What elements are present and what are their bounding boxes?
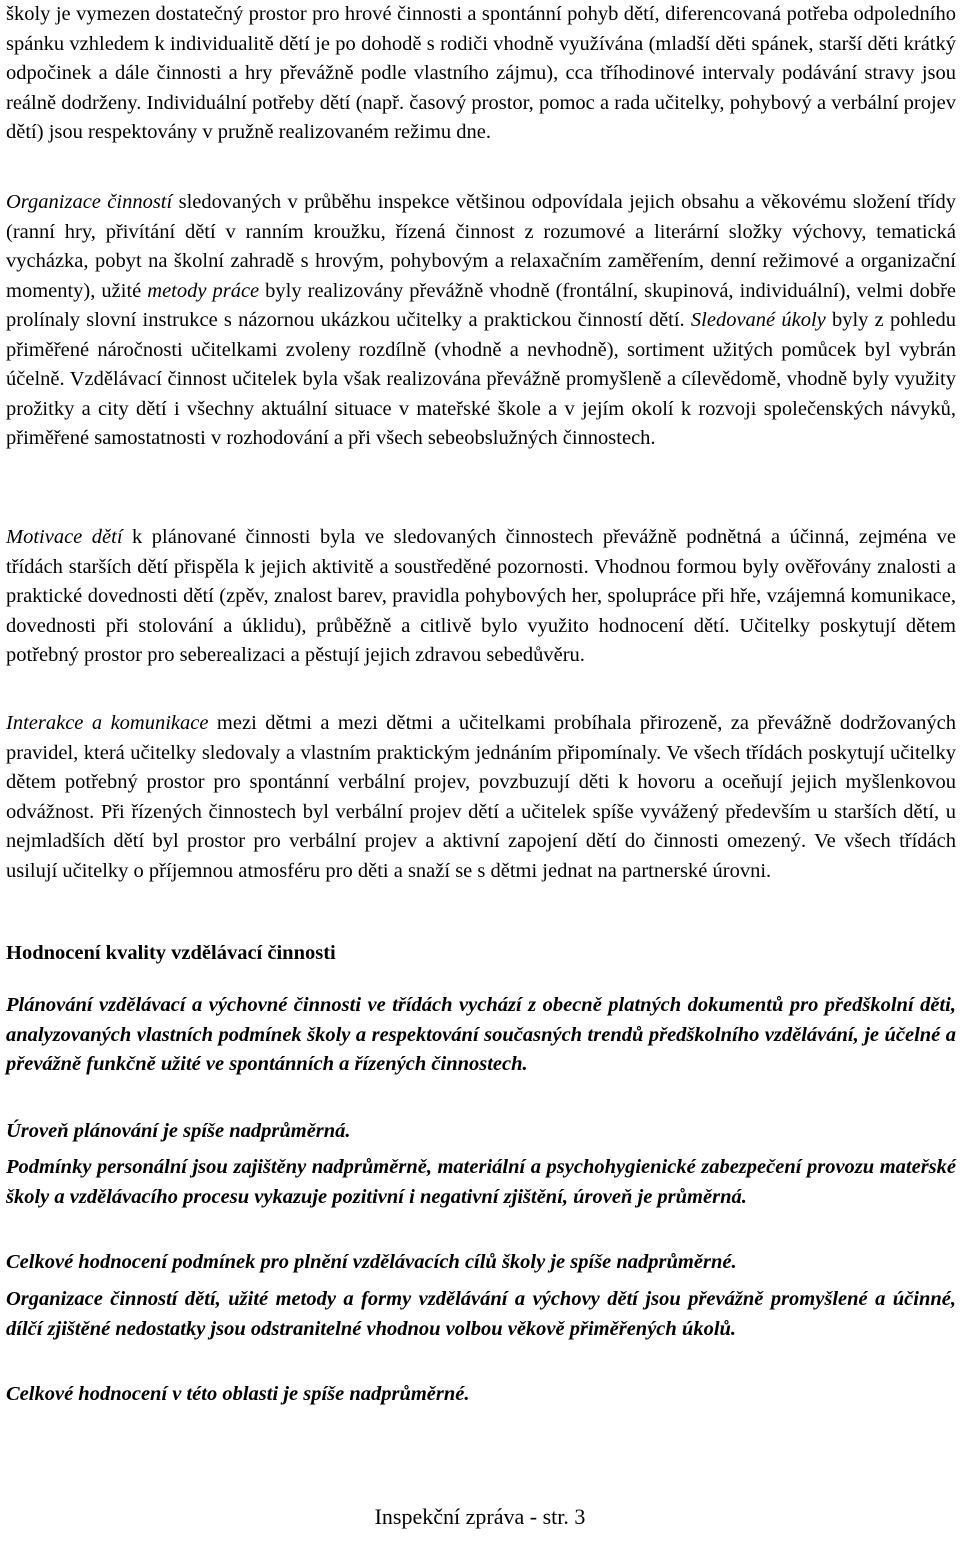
paragraph-text: sledovaných v průběhu inspekce většinou odpovídala jejich obsahu a věkovému složení třídy (ranní hry, přivítání dětí v ranním kroužku, řízená činnost z rozumové a literární složky výchovy, tematická vycházka, pobyt na školní zahradě s hrovým, pohybovým a relaxačním zaměřením, denní režimové a organizační momenty), užité xyxy=(6,191,956,302)
term-sledovane-ukoly: Sledované úkoly xyxy=(690,309,826,331)
page-footer xyxy=(0,1504,960,1530)
term-interakce-komunikace: Interakce a komunikace xyxy=(6,712,209,734)
term-metody-prace: metody práce xyxy=(147,279,260,302)
evaluation-planning-level: Úroveň plánování je spíše nadprůměrná. xyxy=(6,1120,351,1142)
paragraph-motivation xyxy=(6,523,956,671)
paragraph-interaction xyxy=(6,709,956,886)
evaluation-organization: Organizace činností dětí, užité metody a formy vzdělávání a výchovy dětí jsou převážně promyšlené a účinné, dílčí zjištěné nedostatky jsou odstranitelné vhodnou volbou věkově přiměřených úkolů. xyxy=(6,1288,956,1340)
paragraph-text: byly z pohledu přiměřené náročnosti učitelkami zvoleny rozdílně (vhodně a nevhodně), sortiment užitých pomůcek byl vybrán účelně. Vzdělávací činnost učitelek byla však realizována převážně promyšleně a cílevědomě, vhodně byly využity prožitky a city dětí i všechny aktuální situace v mateřské škole a v jejím okolí k rozvoji společenských návyků, přiměřené samostatnosti v rozhodování a při všech sebeobslužných činnostech. xyxy=(6,309,956,449)
evaluation-conditions: Podmínky personální jsou zajištěny nadprůměrně, materiální a psychohygienické zabezpečení provozu mateřské školy a vzdělávacího procesu vykazuje pozitivní i negativní zjištění, úroveň je průměrná. xyxy=(6,1156,956,1208)
paragraph-text: k plánované činnosti byla ve sledovaných činnostech převážně podnětná a účinná, zejména ve třídách starších dětí přispěla k jejich aktivitě a soustředěné pozornosti. Vhodnou formou byly ověřovány znalosti a praktické dovednosti dětí (zpěv, znalost barev, pravidla pohybových her, spolupráce při hře, vzájemná komunikace, dovednosti při stolování a úklidu), průběžně a citlivě bylo využito hodnocení dětí. Učitelky poskytují dětem potřebný prostor pro seberealizaci a pěstují jejich zdravou sebedůvěru. xyxy=(6,526,956,666)
paragraph-text: byly realizovány převážně vhodně (frontální, skupinová, individuální), velmi dobře prolínaly slovní instrukce s názornou ukázkou učitelky a praktickou činností dětí. xyxy=(6,279,956,331)
paragraph-text: mezi dětmi a mezi dětmi a učitelkami probíhala přirozeně, za převážně dodržovaných pravidel, která učitelky sledovaly a vlastním praktickým jednáním připomínaly. Ve všech třídách poskytují učitelky dětem potřebný prostor pro spontánní verbální projev, povzbuzují děti k hovoru a oceňují jejich myšlenkovou odvážnost. Při řízených činnostech byl verbální projev dětí a učitelek spíše vyvážený především u starších dětí, u nejmladších dětí byl prostor pro verbální projev a aktivní zapojení dětí do činnosti omezený. Ve všech třídách usilují učitelky o příjemnou atmosféru pro děti a snaží se s dětmi jednat na partnerské úrovni. xyxy=(6,712,956,882)
evaluation-overall: Celkové hodnocení v této oblasti je spíše nadprůměrné. xyxy=(6,1383,470,1405)
evaluation-conditions-overall: Celkové hodnocení podmínek pro plnění vzdělávacích cílů školy je spíše nadprůměrné. xyxy=(6,1251,737,1273)
evaluation-planning: Plánování vzdělávací a výchovné činnosti ve třídách vychází z obecně platných dokumentů pro předškolní děti, analyzovaných vlastních podmínek školy a respektování současných trendů předškolního vzdělávání, je účelné a převážně funkčně užité ve spontánních a řízených činnostech. xyxy=(6,994,956,1075)
page-number-label: Inspekční zpráva - str. 3 xyxy=(374,1504,586,1529)
section-heading: Hodnocení kvality vzdělávací činnosti xyxy=(6,942,336,964)
term-organizace-cinnosti: Organizace činností xyxy=(6,191,173,213)
paragraph-school-regime: školy je vymezen dostatečný prostor pro hrové činnosti a spontánní pohyb dětí, diferencovaná potřeba odpoledního spánku vzhledem k individualitě dětí je po dohodě s rodiči vhodně využívána (mladší děti spánek, starší děti krátký odpočinek a dále činnosti a hry převážně podle vlastního zájmu), cca tříhodinové intervaly podávání stravy jsou reálně dodrženy. Individuální potřeby dětí (např. časový prostor, pomoc a rada učitelky, pohybový a verbální projev dětí) jsou respektovány v pružně realizovaném režimu dne. xyxy=(6,3,956,143)
term-motivace-deti: Motivace dětí xyxy=(6,526,123,548)
paragraph-activity-organization xyxy=(6,188,956,454)
